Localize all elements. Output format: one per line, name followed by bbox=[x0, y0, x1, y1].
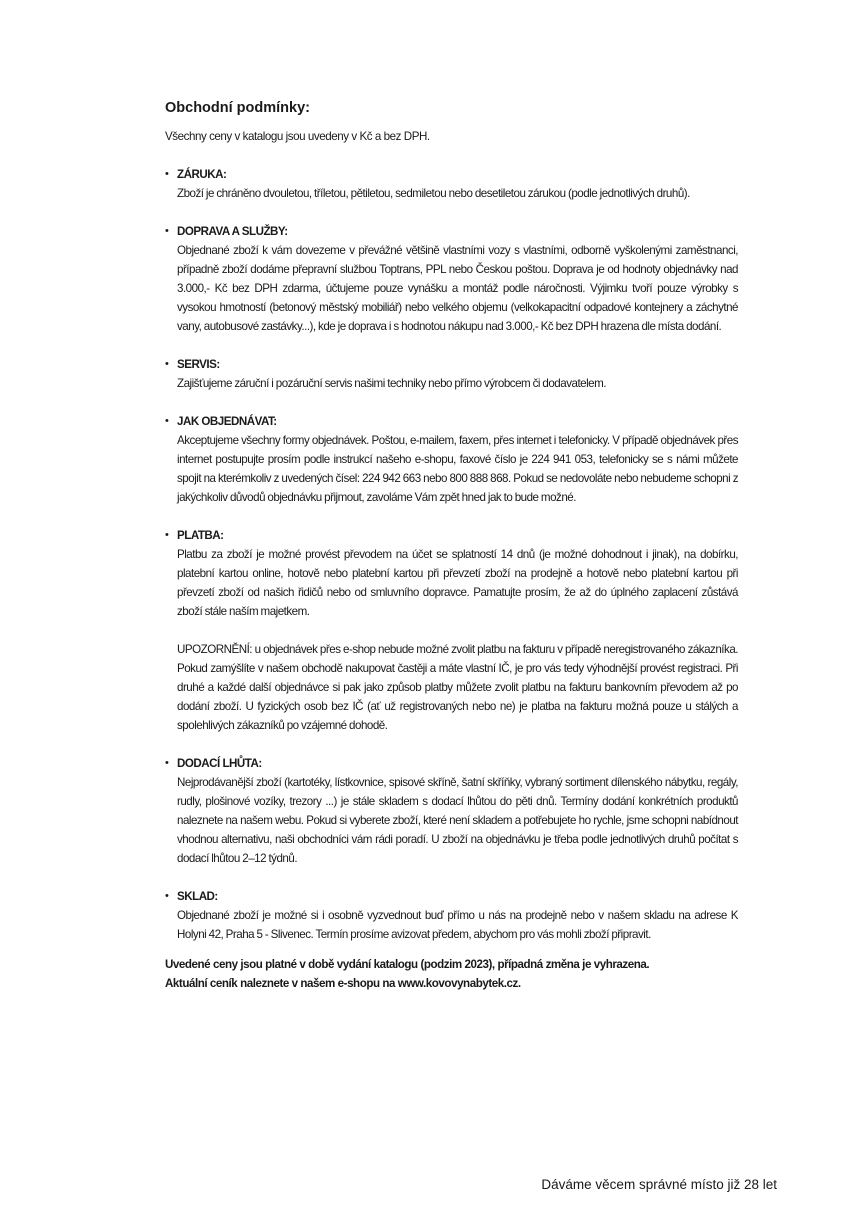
section-text: Akceptujeme všechny formy objednávek. Poštou, e-mailem, faxem, přes internet i telefonicky. V případě objednávek přes internet postupujte prosím podle instrukcí našeho e-shopu, faxové číslo je 224 941 053, telefonicky se s námi můžete spojit na kterémkoliv z uvedených čísel: 224 942 663 nebo 800 888 868. Pokud se nedovoláte nebo nebudeme schopni z jakýchkoliv důvodů objednávku přijmout, zavoláme Vám zpět hned jak to bude možné. bbox=[177, 434, 738, 504]
section-title: DODACÍ LHŮTA: bbox=[177, 757, 262, 770]
section-text: Objednané zboží je možné si i osobně vyzvednout buď přímo u nás na prodejně nebo v našem skladu na adrese K Holyni 42, Praha 5 - Slivenec. Termín prosíme avizovat předem, abychom pro vás mohli zboží připravit. bbox=[177, 909, 738, 941]
bullet-icon: • bbox=[165, 529, 169, 541]
bullet-icon: • bbox=[165, 358, 169, 370]
terms-list bbox=[165, 165, 738, 963]
closing-note bbox=[165, 955, 765, 993]
price-validity-note: Uvedené ceny jsou platné v době vydání katalogu (podzim 2023), případná změna je vyhrazena. bbox=[165, 958, 650, 971]
footer-slogan: Dáváme věcem správné místo již 28 let bbox=[541, 1177, 777, 1192]
section-title: SKLAD: bbox=[177, 890, 218, 903]
section-warning-text: UPOZORNĚNÍ: u objednávek přes e-shop nebude možné zvolit platbu na fakturu v případě neregistrovaného zákazníka. Pokud zamýšlíte v našem obchodě nakupovat častěji a máte vlastní IČ, je pro vás tedy výhodnější provést registraci. Při druhé a každé další objednávce si pak jako způsob platby můžete zvolit platbu na fakturu bankovním převodem až po dodání zboží. U fyzických osob bez IČ (ať už registrovaných nebo ne) je platba na fakturu možná pouze u stálých a spolehlivých zákazníků po vzájemné dohodě. bbox=[177, 643, 738, 732]
bullet-icon: • bbox=[165, 168, 169, 180]
section-zaruka bbox=[165, 165, 738, 203]
page-title: Obchodní podmínky: bbox=[165, 100, 310, 116]
section-jak-objednavat bbox=[165, 412, 738, 507]
bullet-icon: • bbox=[165, 415, 169, 427]
intro-text: Všechny ceny v katalogu jsou uvedeny v Kč a bez DPH. bbox=[165, 130, 430, 143]
section-text: Zajišťujeme záruční i pozáruční servis našimi techniky nebo přímo výrobcem či dodavatelem. bbox=[177, 377, 607, 390]
section-dodaci-lhuta bbox=[165, 754, 738, 868]
bullet-icon: • bbox=[165, 757, 169, 769]
section-title: ZÁRUKA: bbox=[177, 168, 227, 181]
section-sklad bbox=[165, 887, 738, 944]
eshop-note: Aktuální ceník naleznete v našem e-shopu na www.kovovynabytek.cz. bbox=[165, 977, 521, 990]
section-text: Platbu za zboží je možné provést převodem na účet se splatností 14 dnů (je možné dohodnout i jinak), na dobírku, platební kartou online, hotově nebo platební kartou při převzetí zboží na prodejně a hotově nebo platební kartou při převzetí zboží od našich řidičů nebo od smluvního dopravce. Pamatujte prosím, že až do úplného zaplacení zůstává zboží stále naším majetkem. bbox=[177, 548, 738, 618]
section-platba bbox=[165, 526, 738, 735]
bullet-icon: • bbox=[165, 225, 169, 237]
section-title: DOPRAVA A SLUŽBY: bbox=[177, 225, 288, 238]
section-servis bbox=[165, 355, 738, 393]
section-title: PLATBA: bbox=[177, 529, 224, 542]
bullet-icon: • bbox=[165, 890, 169, 902]
section-title: SERVIS: bbox=[177, 358, 220, 371]
section-text: Nejprodávanější zboží (kartotéky, lístkovnice, spisové skříně, šatní skříňky, vybraný sortiment dílenského nábytku, regály, rudly, plošinové vozíky, trezory ...) je stále skladem s dodací lhůtou do pěti dnů. Termíny dodání konkrétních produktů naleznete na našem webu. Pokud si vyberete zboží, které není skladem a potřebujete ho rychle, jsme schopni nabídnout vhodnou alternativu, naši obchodníci vám rádi poradí. U zboží na objednávku je třeba podle jednotlivých druhů počítat s dodací lhůtou 2–12 týdnů. bbox=[177, 776, 738, 865]
section-text: Zboží je chráněno dvouletou, tříletou, pětiletou, sedmiletou nebo desetiletou zárukou (podle jednotlivých druhů). bbox=[177, 187, 690, 200]
section-text: Objednané zboží k vám dovezeme v převážné většině vlastními vozy s vlastními, odborně vyškolenými zaměstnanci, případně zboží dodáme přepravní službou Toptrans, PPL nebo Českou poštou. Doprava je od hodnoty objednávky nad 3.000,- Kč bez DPH zdarma, účtujeme pouze vynášku a montáž podle náročnosti. Výjimku tvoří pouze výrobky s vysokou hmotností (betonový městský mobiliář) nebo velkého objemu (velkokapacitní odpadové kontejnery a záchytné vany, autobusové zastávky...), kde je doprava i s hodnotou nákupu nad 3.000,- Kč bez DPH hrazena dle místa dodání. bbox=[177, 244, 738, 333]
section-title: JAK OBJEDNÁVAT: bbox=[177, 415, 277, 428]
section-doprava bbox=[165, 222, 738, 336]
